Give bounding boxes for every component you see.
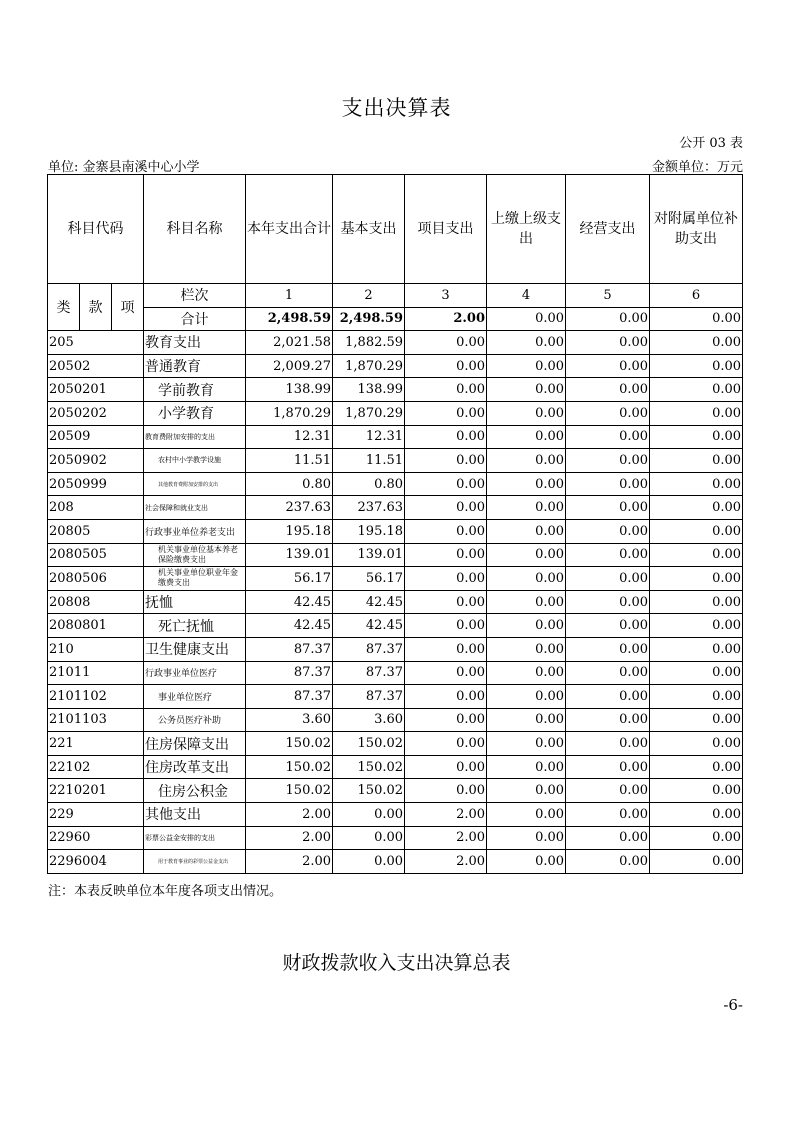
row-col2: 56.17: [333, 567, 405, 591]
row-col4: 0.00: [487, 826, 566, 850]
row-code: 2101102: [48, 685, 144, 709]
row-col6: 0.00: [650, 378, 743, 402]
row-code: 20502: [48, 354, 144, 378]
row-col1: 2.00: [246, 850, 333, 874]
row-col3: 2.00: [405, 850, 487, 874]
row-col6: 0.00: [650, 732, 743, 756]
table-row: [48, 685, 743, 709]
row-col3: 0.00: [405, 637, 487, 661]
row-col2: 150.02: [333, 779, 405, 803]
index-1: 1: [246, 284, 333, 308]
row-col2: 3.60: [333, 708, 405, 732]
table-row: [48, 378, 743, 402]
row-col4: 0.00: [487, 401, 566, 425]
row-col1: 150.02: [246, 779, 333, 803]
row-col2: 12.31: [333, 425, 405, 449]
row-col1: 3.60: [246, 708, 333, 732]
row-col1: 237.63: [246, 496, 333, 520]
row-col4: 0.00: [487, 779, 566, 803]
row-col6: 0.00: [650, 755, 743, 779]
row-name: 教育支出: [144, 331, 246, 355]
row-col4: 0.00: [487, 708, 566, 732]
index-3: 3: [405, 284, 487, 308]
row-col3: 0.00: [405, 685, 487, 709]
row-col5: 0.00: [566, 331, 650, 355]
row-col2: 138.99: [333, 378, 405, 402]
row-col6: 0.00: [650, 331, 743, 355]
row-code: 2210201: [48, 779, 144, 803]
row-col5: 0.00: [566, 449, 650, 473]
row-col3: 0.00: [405, 708, 487, 732]
money-unit: 金额单位：万元: [651, 160, 743, 175]
row-col3: 0.00: [405, 732, 487, 756]
row-col1: 2.00: [246, 826, 333, 850]
row-col3: 0.00: [405, 567, 487, 591]
table-row: [48, 543, 743, 567]
table-row: [48, 331, 743, 355]
row-code: 221: [48, 732, 144, 756]
row-name: 其他支出: [144, 803, 246, 827]
row-name: 住房公积金: [144, 779, 246, 803]
table-row: [48, 661, 743, 685]
header-kuan: 款: [80, 284, 112, 331]
row-col1: 56.17: [246, 567, 333, 591]
row-code: 2050902: [48, 449, 144, 473]
row-col5: 0.00: [566, 755, 650, 779]
row-name: 其他教育费附加安排的支出: [144, 472, 246, 496]
row-col5: 0.00: [566, 472, 650, 496]
row-col3: 0.00: [405, 779, 487, 803]
row-name: 小学教育: [144, 401, 246, 425]
row-col1: 150.02: [246, 755, 333, 779]
row-name: 住房保障支出: [144, 732, 246, 756]
row-col5: 0.00: [566, 732, 650, 756]
row-col3: 0.00: [405, 472, 487, 496]
table-row: [48, 637, 743, 661]
row-col5: 0.00: [566, 378, 650, 402]
row-col6: 0.00: [650, 661, 743, 685]
row-col3: 0.00: [405, 378, 487, 402]
table-row: [48, 567, 743, 591]
row-name: 社会保障和就业支出: [144, 496, 246, 520]
header-code: 科目代码: [48, 175, 144, 284]
form-number: 公开 03 表: [679, 136, 743, 151]
row-code: 22102: [48, 755, 144, 779]
row-col4: 0.00: [487, 496, 566, 520]
row-col3: 0.00: [405, 590, 487, 614]
row-col2: 1,870.29: [333, 401, 405, 425]
row-col4: 0.00: [487, 590, 566, 614]
row-col4: 0.00: [487, 850, 566, 874]
table-row: [48, 425, 743, 449]
row-col6: 0.00: [650, 543, 743, 567]
row-col5: 0.00: [566, 614, 650, 638]
row-col1: 87.37: [246, 661, 333, 685]
row-col4: 0.00: [487, 637, 566, 661]
row-col5: 0.00: [566, 496, 650, 520]
index-2: 2: [333, 284, 405, 308]
row-name: 普通教育: [144, 354, 246, 378]
row-col2: 150.02: [333, 732, 405, 756]
row-col3: 0.00: [405, 543, 487, 567]
header-col6: 对附属单位补助支出: [650, 175, 743, 284]
row-col5: 0.00: [566, 401, 650, 425]
total-col6: 0.00: [650, 307, 743, 331]
table-row: [48, 614, 743, 638]
row-col5: 0.00: [566, 826, 650, 850]
row-col1: 87.37: [246, 637, 333, 661]
row-col3: 0.00: [405, 519, 487, 543]
row-col1: 2.00: [246, 803, 333, 827]
header-col1: 本年支出合计: [246, 175, 333, 284]
row-col5: 0.00: [566, 543, 650, 567]
row-col1: 2,021.58: [246, 331, 333, 355]
row-col6: 0.00: [650, 614, 743, 638]
row-col5: 0.00: [566, 354, 650, 378]
row-col6: 0.00: [650, 708, 743, 732]
table-row: [48, 590, 743, 614]
row-name: 教育费附加安排的支出: [144, 425, 246, 449]
row-col2: 0.00: [333, 803, 405, 827]
column-index-row: [48, 284, 743, 308]
table-row: [48, 496, 743, 520]
row-col2: 0.00: [333, 826, 405, 850]
row-code: 2050202: [48, 401, 144, 425]
table-row: [48, 354, 743, 378]
row-name: 彩票公益金安排的支出: [144, 826, 246, 850]
row-col5: 0.00: [566, 708, 650, 732]
row-code: 20808: [48, 590, 144, 614]
row-col2: 150.02: [333, 755, 405, 779]
row-col5: 0.00: [566, 779, 650, 803]
row-col6: 0.00: [650, 519, 743, 543]
row-name: 事业单位医疗: [144, 685, 246, 709]
row-name: 卫生健康支出: [144, 637, 246, 661]
row-col2: 11.51: [333, 449, 405, 473]
row-col6: 0.00: [650, 449, 743, 473]
row-col6: 0.00: [650, 803, 743, 827]
header-col3: 项目支出: [405, 175, 487, 284]
row-col5: 0.00: [566, 519, 650, 543]
row-col4: 0.00: [487, 661, 566, 685]
total-col3: 2.00: [405, 307, 487, 331]
row-col4: 0.00: [487, 803, 566, 827]
row-name: 行政事业单位养老支出: [144, 519, 246, 543]
row-name: 住房改革支出: [144, 755, 246, 779]
row-col6: 0.00: [650, 779, 743, 803]
row-col6: 0.00: [650, 590, 743, 614]
row-name: 行政事业单位医疗: [144, 661, 246, 685]
row-col3: 0.00: [405, 401, 487, 425]
row-col5: 0.00: [566, 425, 650, 449]
row-code: 210: [48, 637, 144, 661]
header-lanci: 栏次: [144, 284, 246, 308]
row-col3: 0.00: [405, 331, 487, 355]
row-col1: 139.01: [246, 543, 333, 567]
row-code: 20805: [48, 519, 144, 543]
header-lei: 类: [48, 284, 80, 331]
row-col3: 0.00: [405, 755, 487, 779]
row-col4: 0.00: [487, 567, 566, 591]
index-6: 6: [650, 284, 743, 308]
table-row: [48, 519, 743, 543]
row-col2: 42.45: [333, 590, 405, 614]
row-col1: 42.45: [246, 614, 333, 638]
row-col6: 0.00: [650, 401, 743, 425]
row-code: 22960: [48, 826, 144, 850]
total-label: 合计: [144, 307, 246, 331]
page-number: -6-: [723, 996, 743, 1014]
row-col6: 0.00: [650, 425, 743, 449]
row-col3: 0.00: [405, 354, 487, 378]
row-col6: 0.00: [650, 354, 743, 378]
row-col1: 42.45: [246, 590, 333, 614]
row-col6: 0.00: [650, 472, 743, 496]
row-code: 208: [48, 496, 144, 520]
row-code: 2050999: [48, 472, 144, 496]
row-code: 2080505: [48, 543, 144, 567]
table-row: [48, 732, 743, 756]
total-col5: 0.00: [566, 307, 650, 331]
row-col6: 0.00: [650, 567, 743, 591]
row-col5: 0.00: [566, 850, 650, 874]
row-col6: 0.00: [650, 637, 743, 661]
row-col2: 1,882.59: [333, 331, 405, 355]
page-title: 支出决算表: [341, 96, 452, 120]
row-col1: 138.99: [246, 378, 333, 402]
total-col2: 2,498.59: [333, 307, 405, 331]
row-col5: 0.00: [566, 567, 650, 591]
header-row: [48, 175, 743, 284]
header-col2: 基本支出: [333, 175, 405, 284]
table-note: 注：本表反映单位本年度各项支出情况。: [48, 884, 283, 899]
row-code: 2101103: [48, 708, 144, 732]
row-col5: 0.00: [566, 590, 650, 614]
row-name: 死亡抚恤: [144, 614, 246, 638]
row-col2: 195.18: [333, 519, 405, 543]
row-col1: 87.37: [246, 685, 333, 709]
table-row: [48, 850, 743, 874]
row-col2: 0.00: [333, 850, 405, 874]
row-code: 21011: [48, 661, 144, 685]
expenditure-table: [47, 174, 743, 874]
row-col3: 2.00: [405, 803, 487, 827]
row-col4: 0.00: [487, 449, 566, 473]
row-col3: 0.00: [405, 661, 487, 685]
table-row: [48, 779, 743, 803]
header-name: 科目名称: [144, 175, 246, 284]
row-col5: 0.00: [566, 637, 650, 661]
row-col6: 0.00: [650, 496, 743, 520]
row-name: 机关事业单位职业年金缴费支出: [144, 567, 246, 591]
row-col1: 12.31: [246, 425, 333, 449]
index-5: 5: [566, 284, 650, 308]
reporting-unit: 单位: 金寨县南溪中心小学: [48, 160, 200, 175]
table-row: [48, 708, 743, 732]
row-name: 学前教育: [144, 378, 246, 402]
header-col4: 上缴上级支出: [487, 175, 566, 284]
table-row: [48, 826, 743, 850]
row-name: 用于教育事业的彩票公益金支出: [144, 850, 246, 874]
table-row: [48, 803, 743, 827]
header-col5: 经营支出: [566, 175, 650, 284]
row-col1: 1,870.29: [246, 401, 333, 425]
row-col6: 0.00: [650, 685, 743, 709]
row-col2: 87.37: [333, 637, 405, 661]
table-row: [48, 401, 743, 425]
row-col4: 0.00: [487, 519, 566, 543]
row-col4: 0.00: [487, 331, 566, 355]
header-xiang: 项: [112, 284, 144, 331]
row-col4: 0.00: [487, 685, 566, 709]
row-col2: 1,870.29: [333, 354, 405, 378]
total-col1: 2,498.59: [246, 307, 333, 331]
row-code: 2050201: [48, 378, 144, 402]
row-col5: 0.00: [566, 803, 650, 827]
row-code: 20509: [48, 425, 144, 449]
row-col2: 0.80: [333, 472, 405, 496]
row-col2: 42.45: [333, 614, 405, 638]
row-col3: 0.00: [405, 425, 487, 449]
row-col2: 87.37: [333, 685, 405, 709]
row-col2: 237.63: [333, 496, 405, 520]
row-col4: 0.00: [487, 425, 566, 449]
row-col1: 0.80: [246, 472, 333, 496]
row-col1: 195.18: [246, 519, 333, 543]
row-col4: 0.00: [487, 614, 566, 638]
row-col4: 0.00: [487, 354, 566, 378]
row-col2: 87.37: [333, 661, 405, 685]
row-name: 农村中小学教学设施: [144, 449, 246, 473]
row-col5: 0.00: [566, 661, 650, 685]
row-col3: 0.00: [405, 614, 487, 638]
row-col6: 0.00: [650, 850, 743, 874]
table-row: [48, 472, 743, 496]
total-row: [48, 307, 743, 331]
index-4: 4: [487, 284, 566, 308]
row-col1: 11.51: [246, 449, 333, 473]
row-col4: 0.00: [487, 732, 566, 756]
row-name: 机关事业单位基本养老保险缴费支出: [144, 543, 246, 567]
row-col5: 0.00: [566, 685, 650, 709]
row-col2: 139.01: [333, 543, 405, 567]
row-col1: 2,009.27: [246, 354, 333, 378]
next-table-title: 财政拨款收入支出决算总表: [282, 952, 511, 974]
row-col4: 0.00: [487, 378, 566, 402]
table-row: [48, 449, 743, 473]
row-code: 229: [48, 803, 144, 827]
row-col3: 0.00: [405, 449, 487, 473]
row-code: 2296004: [48, 850, 144, 874]
row-col3: 2.00: [405, 826, 487, 850]
row-col4: 0.00: [487, 472, 566, 496]
total-col4: 0.00: [487, 307, 566, 331]
row-code: 2080801: [48, 614, 144, 638]
table-row: [48, 755, 743, 779]
row-code: 2080506: [48, 567, 144, 591]
row-col1: 150.02: [246, 732, 333, 756]
row-col3: 0.00: [405, 496, 487, 520]
row-col4: 0.00: [487, 755, 566, 779]
row-col4: 0.00: [487, 543, 566, 567]
row-name: 抚恤: [144, 590, 246, 614]
row-col6: 0.00: [650, 826, 743, 850]
row-code: 205: [48, 331, 144, 355]
row-name: 公务员医疗补助: [144, 708, 246, 732]
